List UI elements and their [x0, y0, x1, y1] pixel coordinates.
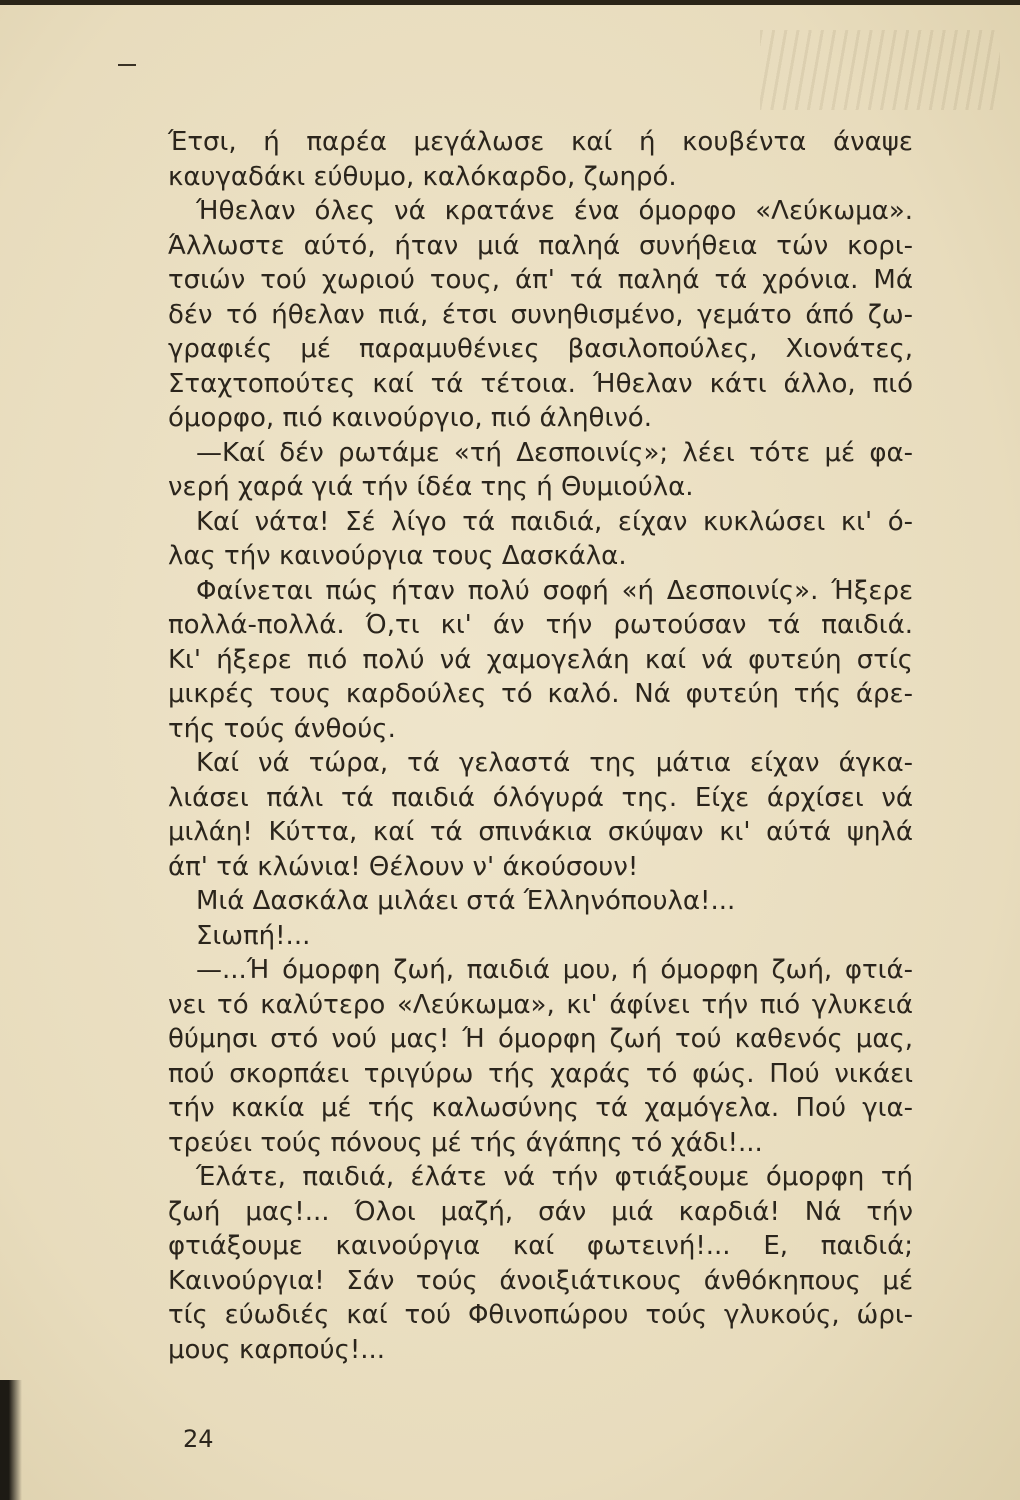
text-line: άπ' τά κλώνια! Θέλουν ν' άκούσουν!	[168, 851, 639, 882]
text-line: Μιά Δασκάλα μιλάει στά Έλληνόπουλα!...	[196, 886, 736, 916]
text-line: τσιών τού χωριού τους, άπ' τά παληά τά χρόνια. Μά	[168, 265, 913, 295]
text-line: —Καί δέν ρωτάμε «τή Δεσποινίς»; λέει τότε μέ φα-	[196, 437, 913, 468]
text-line: πολλά-πολλά. Ό,τι κι' άν τήν ρωτούσαν τά παιδιά.	[168, 610, 913, 640]
binding-shadow	[0, 1380, 22, 1500]
text-line: νερή χαρά γιά τήν ίδέα της ή Θυμιούλα.	[168, 472, 694, 502]
text-line: Σιωπή!...	[196, 920, 311, 951]
ink-bleed-through	[760, 30, 1000, 110]
text-line: Καί νά τώρα, τά γελαστά της μάτια είχαν άγκα-	[196, 748, 913, 778]
text-line: μιλάη! Κύττα, καί τά σπινάκια σκύψαν κι' αύτά ψηλά	[168, 817, 913, 847]
text-line: δέν τό ήθελαν πιά, έτσι συνηθισμένο, γεμάτο άπό ζω-	[168, 299, 913, 330]
text-line: λιάσει πάλι τά παιδιά όλόγυρά της. Είχε άρχίσει νά	[168, 782, 913, 813]
text-line: όμορφο, πιό καινούργιο, πιό άληθινό.	[168, 403, 652, 433]
text-line: —...Ή όμορφη ζωή, παιδιά μου, ή όμορφη ζωή, φτιά-	[196, 955, 913, 985]
text-line: τήν κακία μέ τής καλωσύνης τά χαμόγελα. Πού για-	[168, 1093, 913, 1123]
text-line: Έλάτε, παιδιά, έλάτε νά τήν φτιάξουμε όμορφη τή	[196, 1162, 913, 1192]
text-line: Κι' ήξερε πιό πολύ νά χαμογελάη καί νά φυτεύη στίς	[168, 644, 913, 675]
page-top-edge	[0, 0, 1020, 5]
text-line: Σταχτοπούτες καί τά τέτοια. Ήθελαν κάτι άλλο, πιό	[168, 368, 913, 399]
page-number: 24	[183, 1425, 214, 1453]
text-line: πού σκορπάει τριγύρω τής χαράς τό φώς. Πού νικάει	[168, 1058, 913, 1089]
text-line: μους καρπούς!...	[168, 1334, 386, 1365]
page-text	[168, 125, 913, 1367]
text-line: ζωή μας!... Όλοι μαζή, σάν μιά καρδιά! Νά τήν	[168, 1196, 913, 1227]
text-line: Καινούργια! Σάν τούς άνοιξιάτικους άνθόκηπους μέ	[168, 1265, 913, 1296]
text-line: θύμησι στό νού μας! Ή όμορφη ζωή τού καθενός μας,	[168, 1024, 913, 1054]
text-line: γραφιές μέ παραμυθένιες βασιλοπούλες, Χιονάτες,	[168, 334, 913, 364]
text-line: λας τήν καινούργια τους Δασκάλα.	[168, 541, 627, 571]
margin-dash-mark	[118, 64, 136, 66]
text-line: καυγαδάκι εύθυμο, καλόκαρδο, ζωηρό.	[168, 161, 677, 192]
text-line: μικρές τους καρδούλες τό καλό. Νά φυτεύη τής άρε-	[168, 679, 913, 709]
text-line: τρεύει τούς πόνους μέ τής άγάπης τό χάδι!...	[168, 1127, 763, 1158]
text-line: νει τό καλύτερο «Λεύκωμα», κι' άφίνει τήν πιό γλυκειά	[168, 989, 913, 1020]
text-line: Καί νάτα! Σέ λίγο τά παιδιά, είχαν κυκλώσει κι' ό-	[196, 506, 913, 537]
text-line: φτιάξουμε καινούργια καί φωτεινή!... Ε, παιδιά;	[168, 1231, 913, 1261]
text-line: Φαίνεται πώς ήταν πολύ σοφή «ή Δεσποινίς». Ήξερε	[196, 575, 913, 606]
text-line: Άλλωστε αύτό, ήταν μιά παληά συνήθεια τών κορι-	[168, 230, 913, 261]
text-line: τίς εύωδιές καί τού Φθινοπώρου τούς γλυκούς, ώρι-	[168, 1300, 913, 1330]
text-line: Ήθελαν όλες νά κρατάνε ένα όμορφο «Λεύκωμα».	[196, 196, 913, 226]
text-line: τής τούς άνθούς.	[168, 713, 396, 744]
text-line: Έτσι, ή παρέα μεγάλωσε καί ή κουβέντα άναψε	[168, 127, 913, 157]
